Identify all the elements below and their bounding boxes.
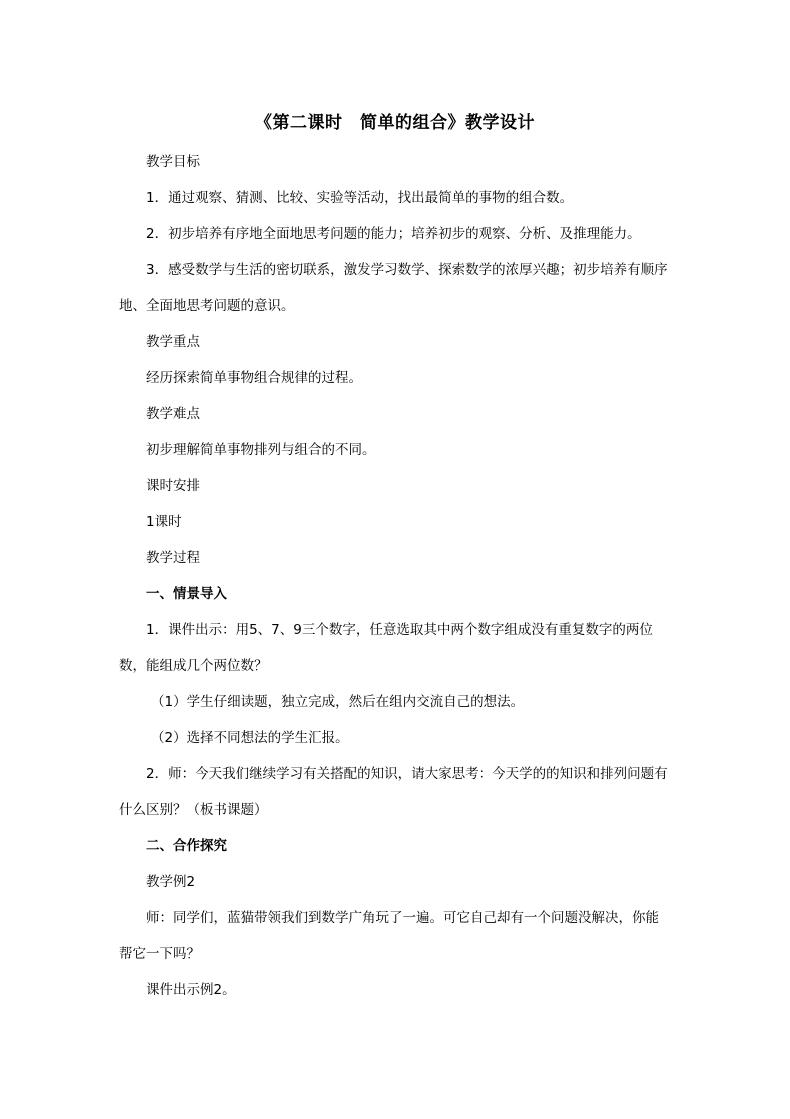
intro-subitem-1: （1）学生仔细读题，独立完成，然后在组内交流自己的想法。 <box>151 694 525 710</box>
teacher-dialogue: 师：同学们，蓝猫带领我们到数学广角玩了一遍。可它自己却有一个问题没解决，你能帮它一下吗？ <box>119 910 659 962</box>
schedule-text: 1课时 <box>146 514 182 530</box>
difficulties-text: 初步理解简单事物排列与组合的不同。 <box>146 442 376 458</box>
goal-item-3: 3．感受数学与生活的密切联系，激发学习数学、探索数学的浓厚兴趣；初步培养有顺序地、全面地思考问题的意识。 <box>119 262 668 314</box>
document-title: 《第二课时 简单的组合》教学设计 <box>255 113 535 133</box>
intro-subitem-2: （2）选择不同想法的学生汇报。 <box>151 730 349 746</box>
example-display: 课件出示例2。 <box>146 982 236 998</box>
key-points-text: 经历探索简单事物组合规律的过程。 <box>146 370 362 386</box>
goal-item-2: 2．初步培养有序地全面地思考问题的能力；培养初步的观察、分析、及推理能力。 <box>146 226 641 242</box>
heading-difficulties: 教学难点 <box>146 406 200 422</box>
goal-item-1: 1．通过观察、猜测、比较、实验等活动，找出最简单的事物的组合数。 <box>146 190 574 206</box>
intro-item-1: 1．课件出示：用5、7、9三个数字，任意选取其中两个数字组成没有重复数字的两位数，能组成几个两位数？ <box>119 622 653 674</box>
heading-key-points: 教学重点 <box>146 334 200 350</box>
heading-teaching-goals: 教学目标 <box>146 154 200 170</box>
section-heading-intro: 一、情景导入 <box>146 586 227 602</box>
heading-process: 教学过程 <box>146 550 200 566</box>
example-heading: 教学例2 <box>146 874 196 890</box>
section-heading-explore: 二、合作探究 <box>146 838 227 854</box>
intro-item-2: 2．师：今天我们继续学习有关搭配的知识，请大家思考：今天学的的知识和排列问题有什么区别？（板书课题） <box>119 766 668 818</box>
heading-schedule: 课时安排 <box>146 478 200 494</box>
